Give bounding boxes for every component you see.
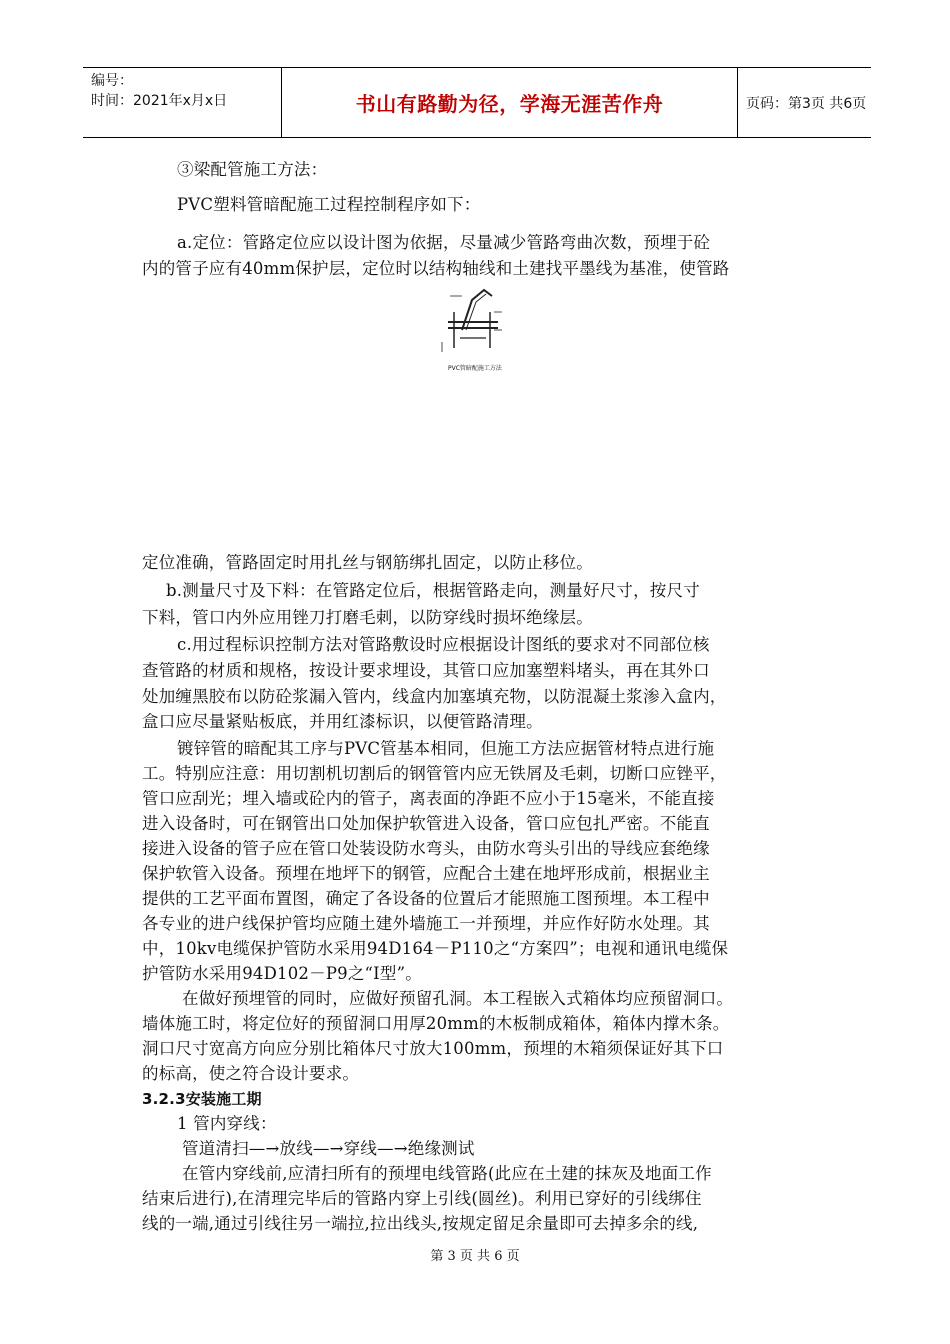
page-header [83, 67, 871, 138]
text-line: 内的管子应有40mm保护层，定位时以结构轴线和土建找平墨线为基准，使管路 [142, 259, 730, 278]
text-line: 墙体施工时，将定位好的预留洞口用厚20mm的木板制成箱体，箱体内撑木条。 [142, 1014, 730, 1033]
doc-number-label: 编号： [91, 73, 133, 89]
text-line: b.测量尺寸及下料：在管路定位后，根据管路走向，测量好尺寸，按尺寸 [166, 581, 700, 600]
text-line: 在管内穿线前,应清扫所有的预埋电线管路(此应在土建的抹灰及地面工作 [182, 1164, 712, 1183]
text-line: 提供的工艺平面布置图，确定了各设备的位置后才能照施工图预埋。本工程中 [142, 889, 710, 908]
section-heading: 3.2.3安装施工期 [142, 1090, 262, 1108]
header-right-cell [738, 68, 871, 137]
text-line: 线的一端,通过引线往另一端拉,拉出线头,按规定留足余量即可去掉多余的线, [142, 1214, 699, 1233]
text-line: 接进入设备的管子应在管口处装设防水弯头，由防水弯头引出的导线应套绝缘 [142, 839, 710, 858]
figure-caption: PVC管暗配施工方法 [448, 365, 502, 372]
text-line: 查管路的材质和规格，按设计要求埋设，其管口应加塞塑料堵头，再在其外口 [142, 661, 710, 680]
text-line: c.用过程标识控制方法对管路敷设时应根据设计图纸的要求对不同部位核 [177, 635, 710, 654]
text-line: 在做好预埋管的同时，应做好预留孔洞。本工程嵌入式箱体均应预留洞口。 [182, 989, 734, 1008]
header-left-cell [83, 68, 282, 137]
text-line: 管口应刮光；埋入墙或砼内的管子，离表面的净距不应小于15毫米，不能直接 [142, 789, 715, 808]
text-line: 定位准确，管路固定时用扎丝与钢筋绑扎固定，以防止移位。 [142, 553, 593, 572]
doc-date: 时间：2021年x月x日 [91, 93, 228, 109]
text-line: 工。特别应注意：用切割机切割后的钢管管内应无铁屑及毛刺，切断口应锉平， [142, 764, 727, 783]
text-line: 镀锌管的暗配其工序与PVC管基本相同，但施工方法应据管材特点进行施 [177, 739, 715, 758]
text-line: 的标高，使之符合设计要求。 [142, 1064, 360, 1083]
text-line: 进入设备时，可在钢管出口处加保护软管进入设备，管口应包扎严密。不能直 [142, 814, 710, 833]
text-line: ③梁配管施工方法： [177, 160, 328, 179]
text-line: 1 管内穿线： [177, 1114, 277, 1133]
text-line: 结束后进行),在清理完毕后的管路内穿上引线(圆丝)。利用已穿好的引线绑住 [142, 1189, 702, 1208]
text-line: 护管防水采用94D102－P9之“I型”。 [142, 964, 422, 983]
text-line: a.定位：管路定位应以设计图为依据，尽量减少管路弯曲次数，预埋于砼 [177, 233, 711, 252]
page-footer: 第 3 页 共 6 页 [430, 1249, 520, 1264]
text-line: 中，10kv电缆保护管防水采用94D164－P110之“方案四”；电视和通讯电缆保 [142, 939, 729, 958]
text-line: 下料，管口内外应用锉刀打磨毛刺，以防穿线时损坏绝缘层。 [142, 608, 593, 627]
header-motto: 书山有路勤为径，学海无涯苦作舟 [355, 92, 664, 116]
text-line: 保护软管入设备。预埋在地坪下的钢管，应配合土建在地坪形成前，根据业主 [142, 864, 710, 883]
pvc-pipe-figure [440, 282, 506, 372]
header-center-cell [282, 68, 738, 137]
text-line: 处加缠黑胶布以防砼浆漏入管内，线盒内加塞填充物，以防混凝土浆渗入盒内， [142, 687, 727, 706]
header-page-info: 页码：第3页 共6页 [746, 95, 867, 112]
text-line: 洞口尺寸宽高方向应分别比箱体尺寸放大100mm，预埋的木箱须保证好其下口 [142, 1039, 724, 1058]
text-line: PVC塑料管暗配施工过程控制程序如下： [177, 195, 481, 214]
text-line: 盒口应尽量紧贴板底，并用红漆标识，以便管路清理。 [142, 712, 543, 731]
text-line: 各专业的进户线保护管均应随土建外墙施工一并预埋，并应作好防水处理。其 [142, 914, 710, 933]
process-flow: 管道清扫—→放线—→穿线—→绝缘测试 [182, 1139, 475, 1158]
